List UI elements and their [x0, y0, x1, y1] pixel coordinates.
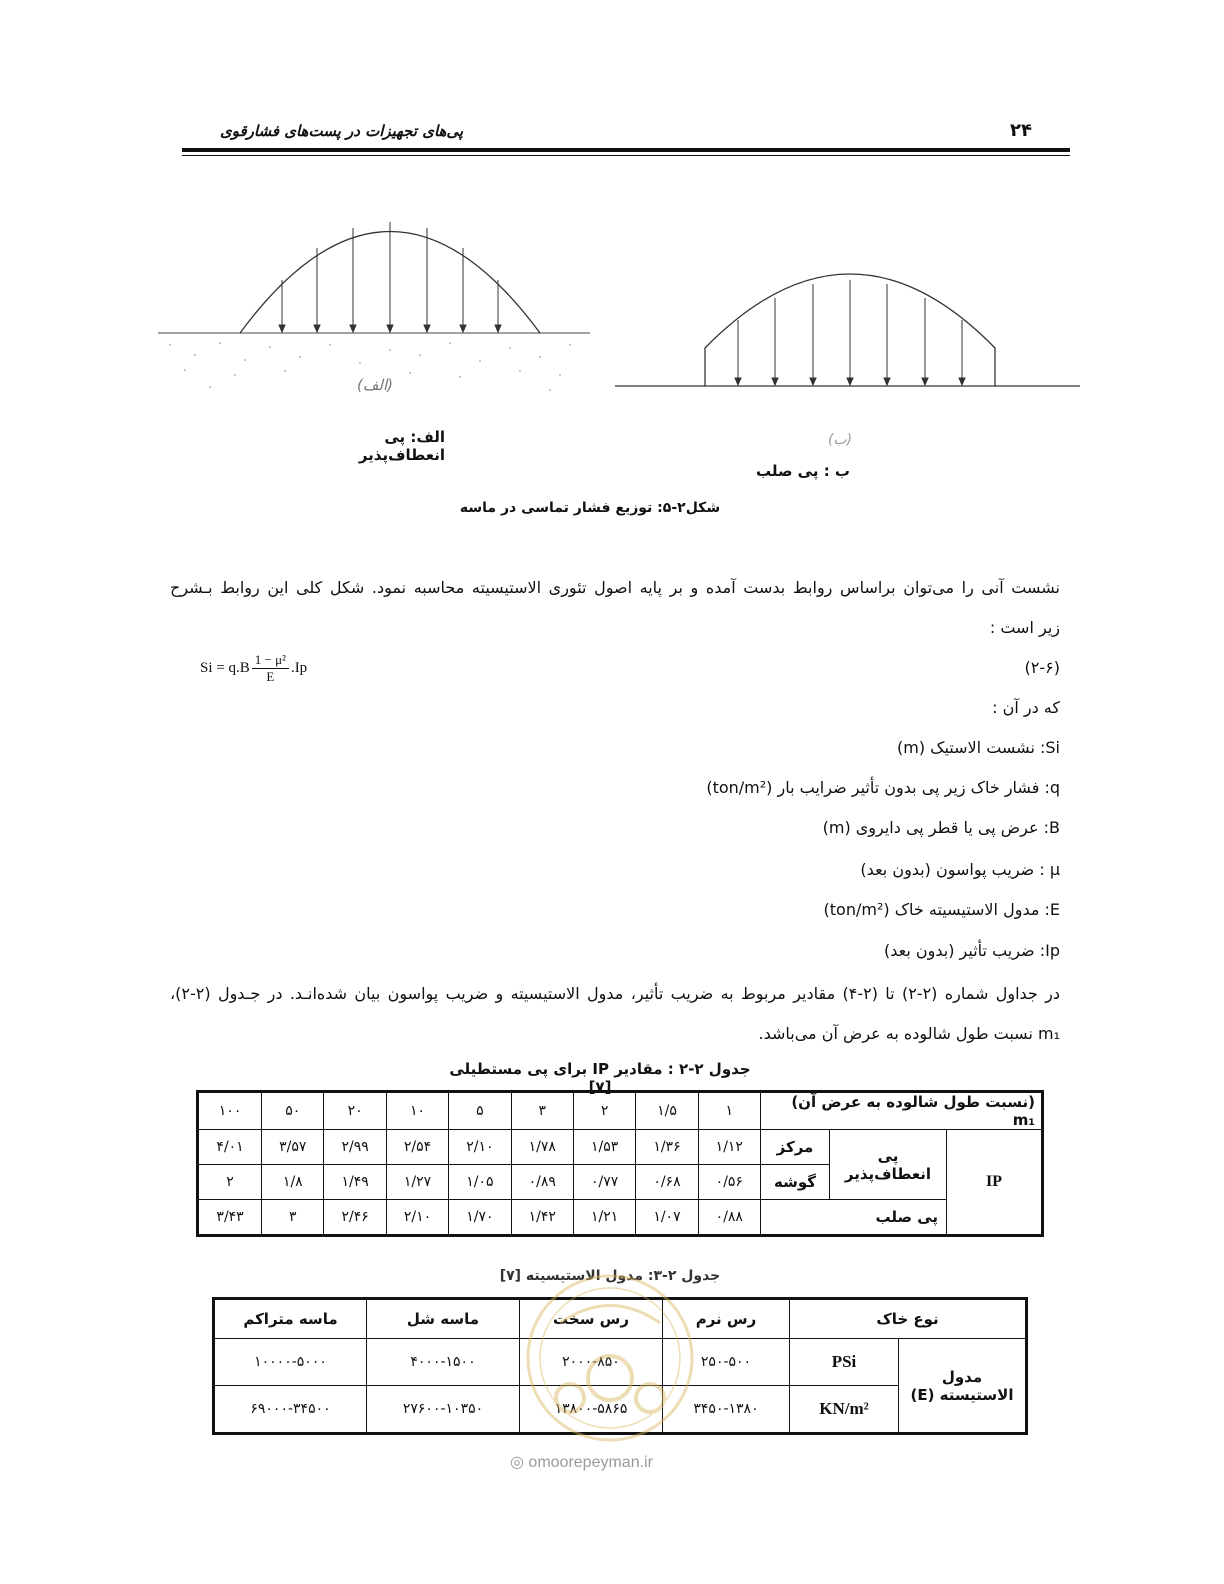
table-header-cell: ۲	[573, 1092, 635, 1130]
table-cell: ۱/۸	[262, 1165, 324, 1200]
figure-a-handwritten-label: (الف)	[357, 376, 393, 394]
table-cell: ۰/۸۹	[511, 1165, 573, 1200]
footer-watermark	[510, 1452, 653, 1472]
definition-text: ضریب تأثیر (بدون بعد)	[883, 941, 1035, 960]
table-header-cell: ماسه شل	[367, 1299, 520, 1339]
definition-row	[560, 900, 1060, 919]
table-cell: ۲/۵۴	[386, 1130, 448, 1165]
figure-caption: شکل۲-۵: توزیع فشار تماسی در ماسه	[459, 500, 721, 516]
figure-rigid-footing	[610, 210, 1100, 460]
table-cell: ۰/۷۷	[573, 1165, 635, 1200]
paragraph-line: زیر است :	[989, 618, 1060, 637]
table-header-cell: ماسه متراکم	[214, 1299, 367, 1339]
table-cell: گوشه	[761, 1165, 830, 1200]
table-cell: ۱/۳۶	[636, 1130, 698, 1165]
definition-text: ضریب پواسون (بدون بعد)	[860, 860, 1035, 879]
table-cell: ۳	[262, 1200, 324, 1236]
equation-lhs: Si = q.B	[200, 660, 250, 676]
equation-numerator: 1 − μ²	[252, 652, 289, 669]
table-cell: ۱/۷۸	[511, 1130, 573, 1165]
table-cell: ۰/۶۸	[636, 1165, 698, 1200]
table-cell: ۳/۵۷	[262, 1130, 324, 1165]
table-cell: ۱۰۰۰۰-۵۰۰۰	[214, 1339, 367, 1386]
table-cell: IP	[947, 1130, 1043, 1236]
table-cell: پی صلب	[761, 1200, 947, 1236]
table-cell: ۰/۸۸	[698, 1200, 760, 1236]
figure-b-handwritten-label: (ب)	[827, 432, 853, 448]
definition-row	[560, 778, 1060, 797]
paragraph-line: نشست آنی را می‌توان براساس روابط بدست آمده و بر پایه اصول تئوری الاستیسیته محاسبه نمود. شکل کلی این روابط بـشرح	[170, 578, 1060, 597]
definition-text: عرض پی یا قطر پی دایروی (m)	[822, 818, 1039, 837]
table-cell: ۰/۵۶	[698, 1165, 760, 1200]
header-rule-thick	[182, 148, 1070, 152]
table-cell: ۱/۱۲	[698, 1130, 760, 1165]
table-cell: پی انعطاف‌پذیر	[830, 1130, 947, 1200]
table2-caption: جدول ۲-۳: مدول الاستیسیته [۷]	[499, 1268, 721, 1284]
table-header-cell: ۳	[511, 1092, 573, 1130]
table-header-cell: رس سخت	[520, 1299, 663, 1339]
table-cell: ۱/۴۲	[511, 1200, 573, 1236]
definition-symbol: Ip:	[1039, 941, 1060, 960]
table-header-cell: ۵۰	[262, 1092, 324, 1130]
table1-caption: جدول ۲-۲ : مقادیر IP برای پی مستطیلی [۷]	[449, 1060, 751, 1096]
table-cell: ۴۰۰۰-۱۵۰۰	[367, 1339, 520, 1386]
equation-fraction	[252, 652, 289, 685]
table-cell: مرکز	[761, 1130, 830, 1165]
table-cell: KN/m²	[790, 1386, 899, 1434]
table-cell: ۱/۲۷	[386, 1165, 448, 1200]
globe-icon: ◎	[510, 1454, 524, 1471]
table-cell: ۲/۹۹	[324, 1130, 386, 1165]
definition-symbol: Si:	[1040, 738, 1060, 757]
table-header-cell: ۱	[698, 1092, 760, 1130]
table-row	[198, 1092, 1043, 1130]
equation-rhs: .Ip	[290, 660, 308, 676]
table-cell: ۱/۰۵	[449, 1165, 511, 1200]
table-row	[198, 1200, 1043, 1236]
definition-symbol: μ :	[1039, 860, 1060, 879]
table-header-cell: نوع خاک	[790, 1299, 1027, 1339]
table-cell: ۲/۴۶	[324, 1200, 386, 1236]
running-header-title: پی‌های تجهیزات در پست‌های فشارقوی	[220, 122, 464, 140]
table-cell: ۲/۱۰	[386, 1200, 448, 1236]
paragraph-line: m₁ نسبت طول شالوده به عرض آن می‌باشد.	[758, 1024, 1060, 1043]
equation-number: (۲-۶)	[1024, 658, 1060, 677]
table-cell: ۶۹۰۰۰-۳۴۵۰۰	[214, 1386, 367, 1434]
caption-flexible: الف: پی انعطاف‌پذیر	[358, 428, 445, 464]
table-cell: ۱/۴۹	[324, 1165, 386, 1200]
table-row	[198, 1130, 1043, 1165]
table-cell: ۳۴۵۰-۱۳۸۰	[663, 1386, 790, 1434]
table-header-cell: (نسبت طول شالوده به عرض آن) m₁	[761, 1092, 1043, 1130]
definition-text: مدول الاستیسیته خاک (ton/m²)	[823, 900, 1040, 919]
equation-denominator: E	[266, 669, 275, 684]
table-header-cell: ۵	[449, 1092, 511, 1130]
table-header-cell: ۲۰	[324, 1092, 386, 1130]
definition-row	[560, 818, 1060, 837]
definition-text: فشار خاک زیر پی بدون تأثیر ضرایب بار (ton/m²)	[706, 778, 1040, 797]
figure-flexible-footing	[150, 205, 600, 415]
definition-text: نشست الاستیک (m)	[896, 738, 1035, 757]
table-header-cell: ۱/۵	[636, 1092, 698, 1130]
table-cell: ۱/۰۷	[636, 1200, 698, 1236]
equation	[200, 652, 307, 685]
table-cell: ۲۷۶۰۰-۱۰۳۵۰	[367, 1386, 520, 1434]
header-rule-thin	[182, 155, 1070, 156]
table-header-cell: ۱۰۰	[198, 1092, 262, 1130]
where-label: که در آن :	[992, 698, 1060, 717]
definition-row	[560, 941, 1060, 960]
table-cell: ۳/۴۳	[198, 1200, 262, 1236]
footer-watermark-text: omoorepeyman.ir	[528, 1454, 653, 1471]
definition-row	[560, 860, 1060, 879]
table-header-cell: ۱۰	[386, 1092, 448, 1130]
table-cell: ۴/۰۱	[198, 1130, 262, 1165]
table-cell: ۲	[198, 1165, 262, 1200]
definition-symbol: E:	[1044, 900, 1060, 919]
table-header-cell: رس نرم	[663, 1299, 790, 1339]
definition-row	[560, 738, 1060, 757]
page-number: ۲۴	[1010, 120, 1032, 141]
table-cell: ۲۰۰۰-۸۵۰	[520, 1339, 663, 1386]
paragraph-line: در جداول شماره (۲-۲) تا (۲-۴) مقادیر مربوط به ضریب تأثیر، مدول الاستیسیته و ضریب پواسون بیان شده‌انـد. در جـدول (۲-۲)،	[170, 984, 1061, 1003]
table-cell: PSi	[790, 1339, 899, 1386]
table-cell: ۱/۷۰	[449, 1200, 511, 1236]
ip-table	[196, 1090, 1044, 1237]
definition-symbol: B:	[1043, 818, 1060, 837]
table-cell: ۲۵۰-۵۰۰	[663, 1339, 790, 1386]
table-cell: ۱۳۸۰۰-۵۸۶۵	[520, 1386, 663, 1434]
table-cell: ۱/۵۳	[573, 1130, 635, 1165]
definition-symbol: q:	[1044, 778, 1060, 797]
caption-rigid: ب : پی صلب	[755, 462, 850, 480]
table-cell: ۲/۱۰	[449, 1130, 511, 1165]
watermark-seal-icon	[500, 1268, 720, 1448]
table-cell: مدول الاستیسته (E)	[899, 1339, 1027, 1434]
table-cell: ۱/۲۱	[573, 1200, 635, 1236]
